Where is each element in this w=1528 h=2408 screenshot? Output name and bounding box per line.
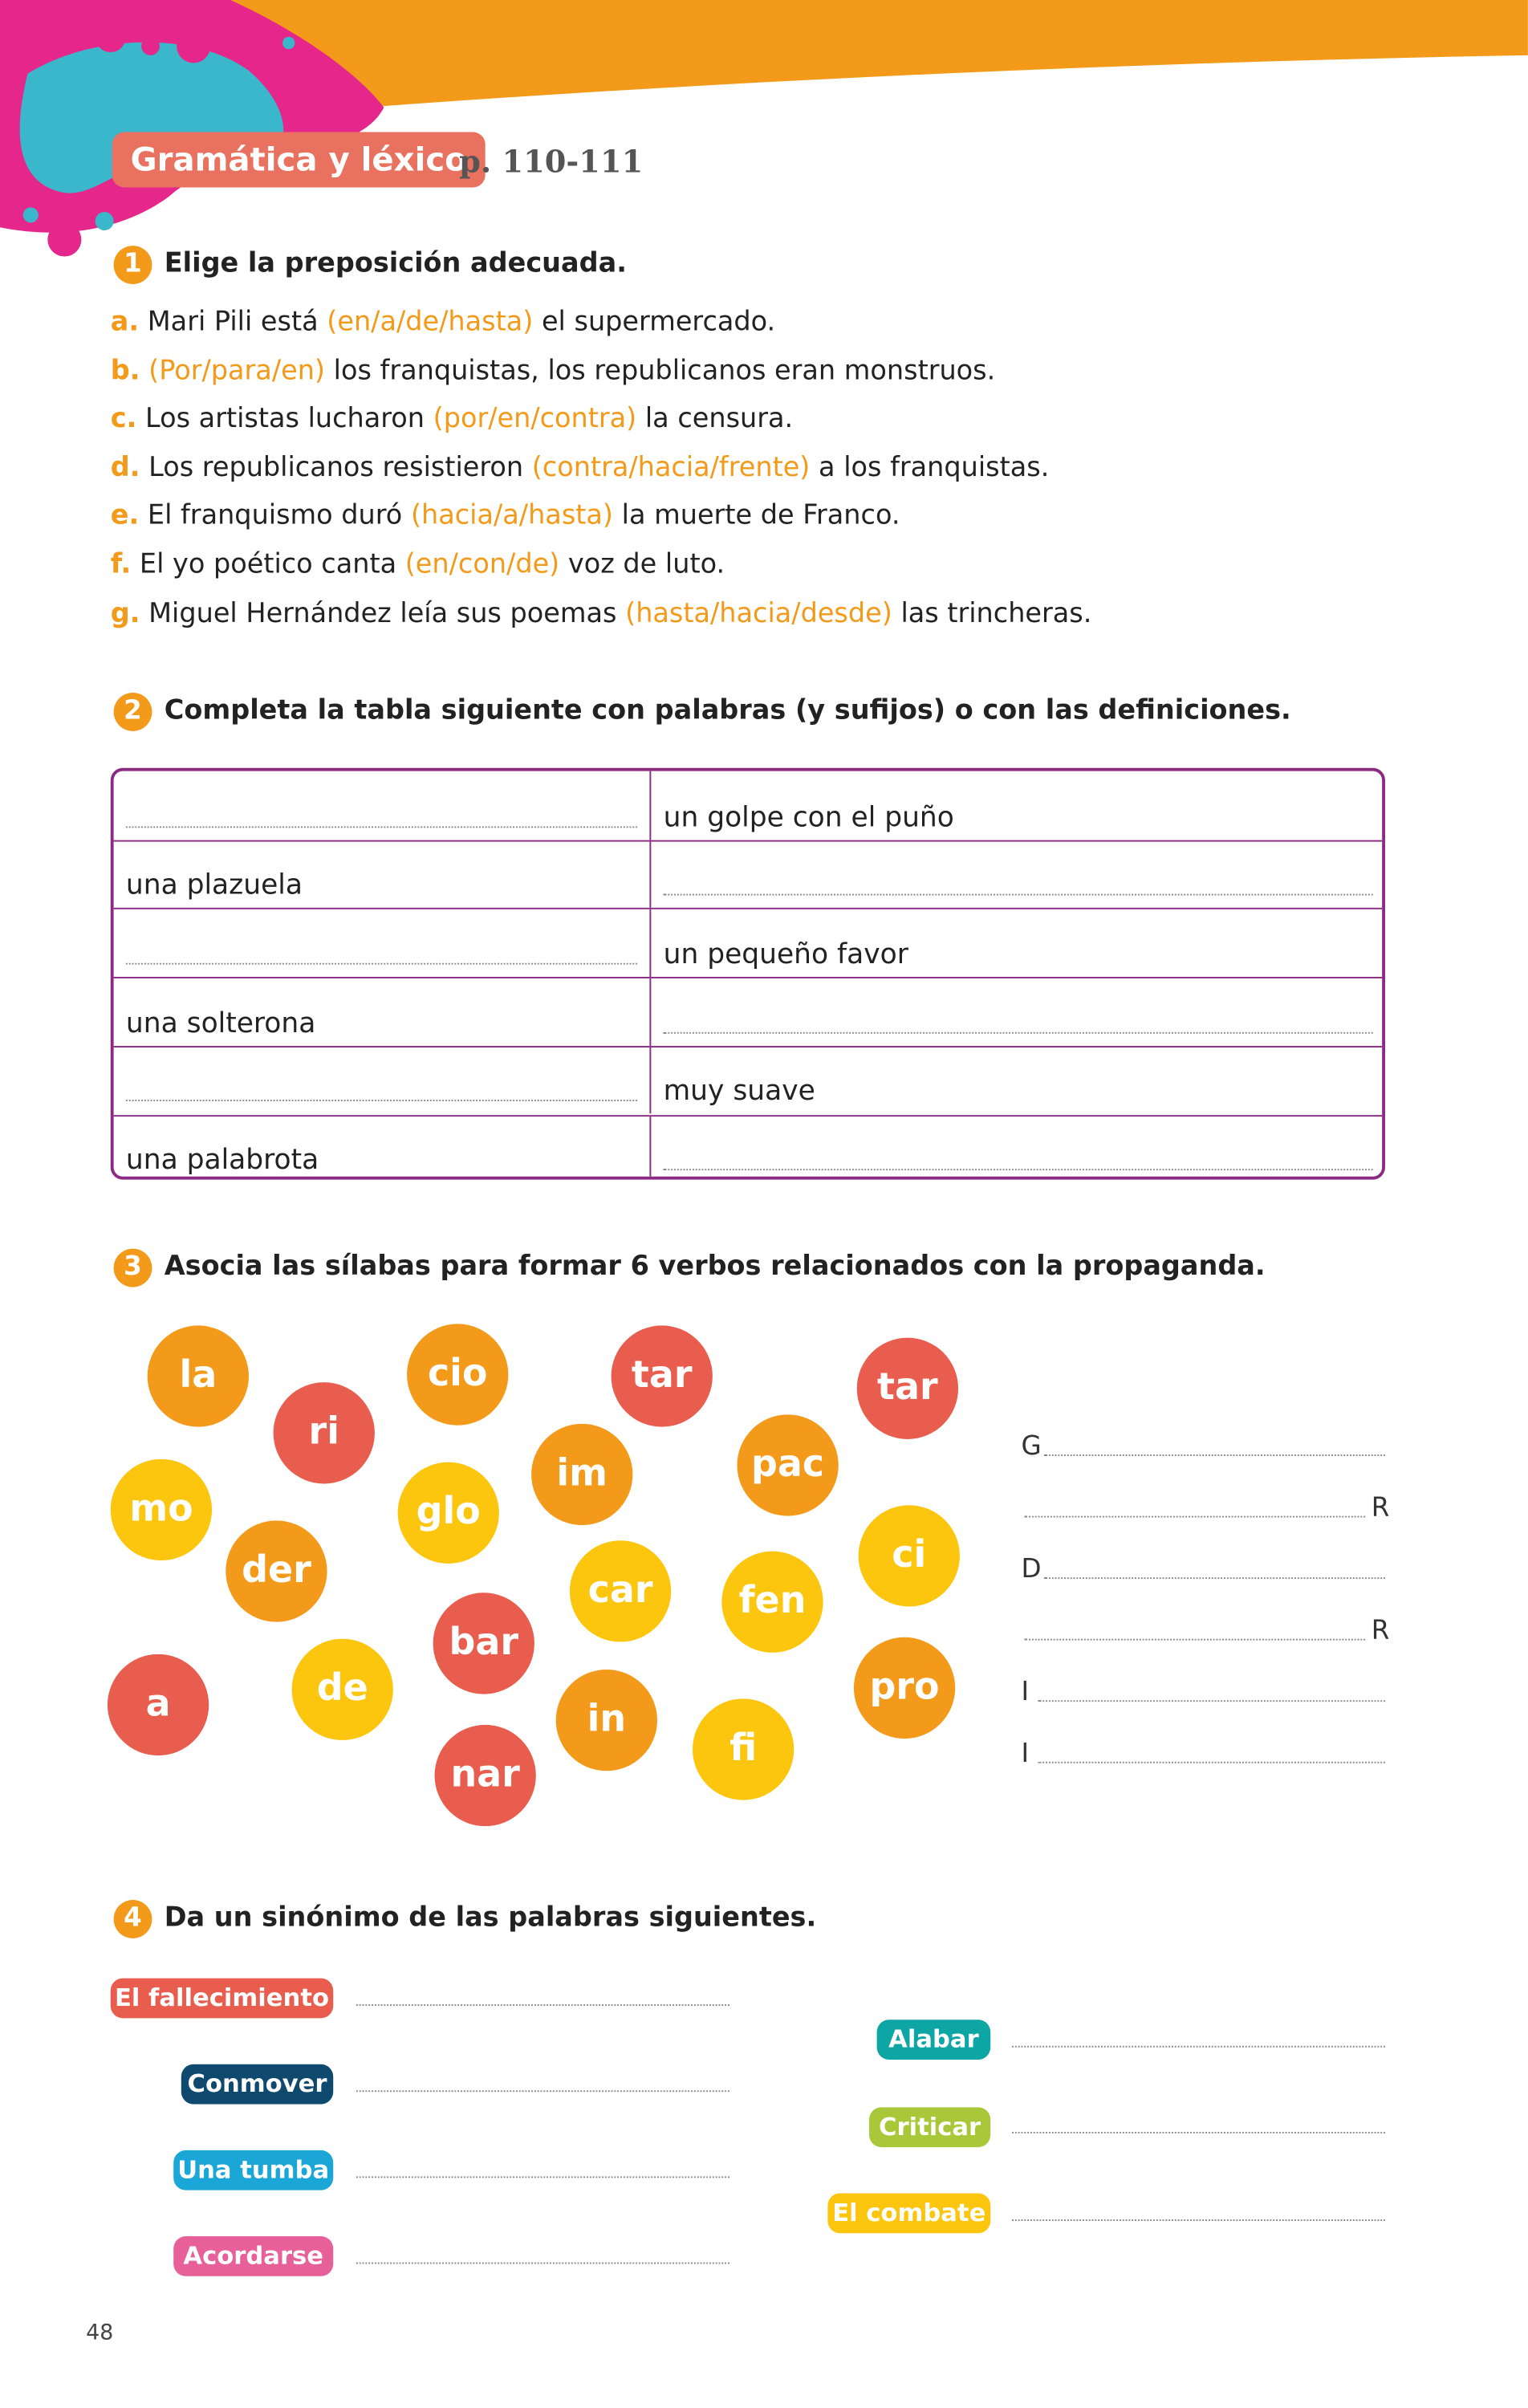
- synonym-line-criticar[interactable]: [1012, 2132, 1385, 2133]
- syllable-bubble[interactable]: car: [570, 1540, 671, 1641]
- synonym-line-fallecimiento[interactable]: [356, 2004, 729, 2006]
- syllable-bubble[interactable]: a: [108, 1654, 209, 1755]
- vocabulary-table: [111, 768, 1385, 1180]
- item-options[interactable]: (por/en/contra): [433, 404, 637, 435]
- syllable-bubble[interactable]: ri: [274, 1382, 375, 1483]
- syllable-bubble[interactable]: tar: [857, 1338, 958, 1439]
- table-cell-left[interactable]: [114, 1047, 652, 1115]
- exercise-1-item: [111, 405, 793, 435]
- exercise-2-number: 2: [114, 693, 152, 731]
- exercise-4-instruction: Da un sinónimo de las palabras siguientes.: [164, 1902, 817, 1934]
- item-letter: d.: [110, 453, 140, 484]
- item-letter: e.: [110, 501, 140, 532]
- exercise-1-item: [111, 502, 900, 532]
- syllable-bubble[interactable]: fen: [721, 1552, 823, 1653]
- item-options[interactable]: (hacia/a/hasta): [410, 501, 613, 532]
- item-text: El yo poético canta: [139, 550, 405, 581]
- item-options[interactable]: (Por/para/en): [148, 356, 326, 387]
- syllable-bubble[interactable]: in: [556, 1670, 657, 1771]
- syllable-bubble[interactable]: nar: [435, 1725, 536, 1826]
- table-cell-right[interactable]: [651, 978, 1385, 1046]
- answer-end-letter: R: [1371, 1616, 1390, 1647]
- syllable-bubble[interactable]: mo: [111, 1459, 212, 1560]
- answer-dotted-line[interactable]: [664, 1031, 1373, 1033]
- answer-line-3[interactable]: [1044, 1577, 1385, 1579]
- syllable-bubble[interactable]: tar: [612, 1325, 713, 1426]
- table-cell-text: una palabrota: [125, 1144, 319, 1178]
- table-cell-right: [651, 1047, 1385, 1115]
- table-cell-left: [114, 978, 652, 1046]
- synonym-line-acordarse[interactable]: [356, 2263, 729, 2264]
- table-cell-text: una solterona: [125, 1007, 316, 1040]
- answer-start-letter: G: [1021, 1431, 1042, 1462]
- exercise-4-number: 4: [114, 1900, 152, 1938]
- word-badge-criticar: Criticar: [869, 2107, 990, 2147]
- table-cell-right: [651, 771, 1385, 840]
- table-cell-left: [114, 1116, 652, 1179]
- table-cell-text: muy suave: [663, 1076, 815, 1108]
- answer-start-letter: I: [1021, 1677, 1030, 1708]
- item-text: la censura.: [636, 404, 794, 435]
- synonym-line-conmover[interactable]: [356, 2090, 729, 2092]
- exercise-2-instruction: Completa la tabla siguiente con palabras (y sufijos) o con las definiciones.: [164, 695, 1291, 727]
- table-cell-text: un golpe con el puño: [663, 801, 954, 834]
- table-cell-text: una plazuela: [125, 869, 303, 902]
- word-badge-fallecimiento: El fallecimiento: [111, 1979, 333, 2019]
- item-options[interactable]: (en/con/de): [404, 550, 560, 581]
- answer-line-6[interactable]: [1038, 1762, 1385, 1763]
- syllable-bubble[interactable]: pac: [737, 1414, 838, 1515]
- syllable-bubble[interactable]: bar: [433, 1592, 534, 1694]
- table-cell-left: [114, 841, 652, 909]
- item-text: Miguel Hernández leía sus poemas: [148, 598, 626, 629]
- table-cell-right[interactable]: [651, 1116, 1385, 1179]
- answer-start-letter: D: [1021, 1554, 1042, 1585]
- exercise-1-instruction: Elige la preposición adecuada.: [164, 248, 627, 280]
- exercise-1-item: [111, 598, 1092, 628]
- answer-dotted-line[interactable]: [126, 1100, 637, 1102]
- table-row: [114, 1114, 1383, 1179]
- table-cell-text: un pequeño favor: [663, 938, 908, 971]
- word-badge-alabar: Alabar: [877, 2020, 991, 2060]
- syllable-bubble[interactable]: der: [226, 1520, 327, 1621]
- answer-line-4[interactable]: [1024, 1639, 1365, 1641]
- syllable-bubble[interactable]: cio: [407, 1324, 508, 1425]
- item-text: Los republicanos resistieron: [148, 453, 532, 484]
- item-letter: b.: [110, 356, 140, 387]
- table-cell-left[interactable]: [114, 771, 652, 840]
- exercise-1-item: [111, 307, 775, 338]
- answer-line-2[interactable]: [1024, 1516, 1365, 1518]
- item-text: voz de luto.: [559, 550, 725, 581]
- answer-line-5[interactable]: [1038, 1700, 1385, 1702]
- item-letter: f.: [110, 550, 132, 581]
- exercise-1-item: [111, 550, 725, 580]
- page-reference: p. 110-111: [459, 142, 644, 180]
- page-number: 48: [86, 2321, 114, 2345]
- exercise-3-instruction: Asocia las sílabas para formar 6 verbos relacionados con la propaganda.: [164, 1251, 1266, 1283]
- answer-dotted-line[interactable]: [664, 894, 1373, 896]
- table-row: [114, 909, 1383, 978]
- item-letter: a.: [110, 307, 140, 338]
- exercise-1-number: 1: [114, 246, 152, 284]
- syllable-bubble[interactable]: fi: [693, 1698, 794, 1800]
- word-badge-acordarse: Acordarse: [173, 2236, 333, 2276]
- answer-dotted-line[interactable]: [126, 963, 637, 965]
- answer-line-1[interactable]: [1044, 1454, 1385, 1456]
- item-options[interactable]: (contra/hacia/frente): [531, 453, 811, 484]
- answer-end-letter: R: [1371, 1492, 1390, 1524]
- item-text: El franquismo duró: [147, 501, 411, 532]
- item-text: los franquistas, los republicanos eran monstruos.: [325, 356, 996, 387]
- syllable-bubble[interactable]: la: [148, 1325, 249, 1426]
- table-row: [114, 977, 1383, 1046]
- syllable-bubble[interactable]: glo: [398, 1462, 499, 1564]
- table-cell-right[interactable]: [651, 841, 1385, 909]
- table-row: [114, 771, 1383, 840]
- item-text: las trincheras.: [892, 598, 1092, 629]
- exercise-1-item: [111, 356, 996, 386]
- word-badge-tumba: Una tumba: [173, 2150, 333, 2190]
- word-badge-conmover: Conmover: [181, 2064, 333, 2105]
- syllable-bubble[interactable]: de: [292, 1639, 393, 1740]
- header-decoration: [0, 0, 1528, 261]
- answer-dotted-line[interactable]: [664, 1169, 1373, 1171]
- syllable-bubble[interactable]: pro: [854, 1637, 955, 1739]
- syllable-bubble[interactable]: im: [531, 1424, 632, 1525]
- item-text: a los franquistas.: [810, 453, 1050, 484]
- item-text: Los artistas lucharon: [145, 404, 433, 435]
- syllable-bubble[interactable]: ci: [859, 1505, 960, 1606]
- exercise-3-number: 3: [114, 1249, 152, 1287]
- table-row: [114, 840, 1383, 909]
- table-cell-right: [651, 910, 1385, 978]
- section-title: Gramática y léxico: [112, 132, 486, 188]
- item-text: la muerte de Franco.: [612, 501, 900, 532]
- item-text: Mari Pili está: [147, 307, 327, 338]
- table-cell-left[interactable]: [114, 910, 652, 978]
- exercise-1-item: [111, 453, 1050, 483]
- item-letter: c.: [110, 404, 137, 435]
- item-letter: g.: [110, 598, 140, 629]
- synonym-line-combate[interactable]: [1012, 2219, 1385, 2221]
- table-row: [114, 1046, 1383, 1115]
- answer-start-letter: I: [1021, 1739, 1030, 1770]
- item-text: el supermercado.: [533, 307, 776, 338]
- synonym-line-alabar[interactable]: [1012, 2046, 1385, 2048]
- synonym-line-tumba[interactable]: [356, 2176, 729, 2178]
- item-options[interactable]: (en/a/de/hasta): [327, 307, 534, 338]
- answer-dotted-line[interactable]: [126, 826, 637, 828]
- item-options[interactable]: (hasta/hacia/desde): [625, 598, 892, 629]
- word-badge-combate: El combate: [827, 2193, 990, 2233]
